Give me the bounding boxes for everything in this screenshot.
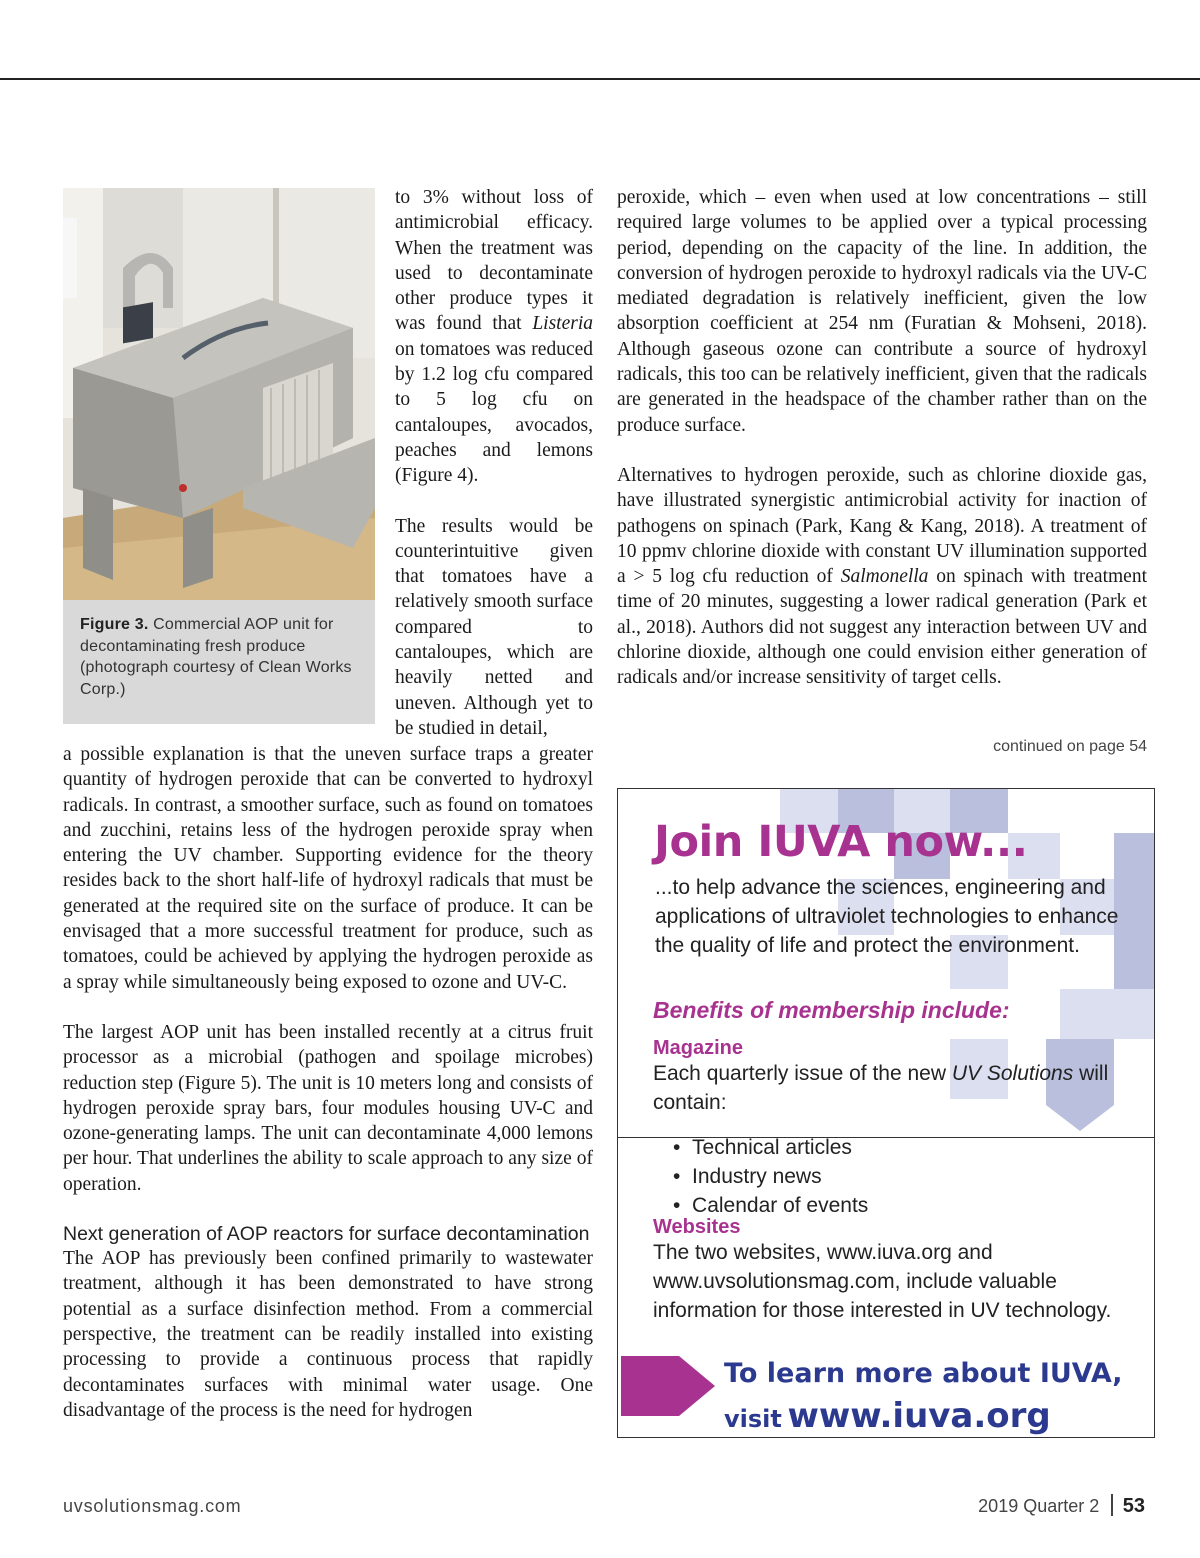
ad-bullet-2: • Industry news — [673, 1164, 822, 1188]
right-column — [617, 185, 1147, 691]
deco-square — [1114, 989, 1155, 1039]
ad-tagline: ...to help advance the sciences, engineering and applications of ultraviolet technologies to enhance the quality of life and protect the environment. — [655, 876, 1119, 957]
figure-caption-text: Commercial AOP unit for decontaminating fresh produce (photograph courtesy of Clean Works Corp.) — [80, 616, 352, 698]
footer-divider — [1111, 1494, 1113, 1516]
ad-magazine-text-b: will contain: — [653, 1062, 1109, 1114]
cta-visit-label: visit — [724, 1405, 782, 1433]
footer-page-number: 53 — [1122, 1495, 1145, 1517]
narrow-para-1-b: on tomatoes was reduced by 1.2 log cfu compared to 5 log cfu on cantaloupes, avocados, peaches and lemons (Figure 4). — [395, 338, 593, 487]
cta-line-2 — [724, 1396, 1051, 1436]
ad-benefits-heading: Benefits of membership include: — [653, 997, 1010, 1023]
right-para-1: peroxide, which – even when used at low concentrations – still required large volumes to be applied over a typical processing period, depending on the capacity of the line. In addition, the conversion of hydrogen peroxide to hydroxyl radicals via the UV-C mediated degradation is relatively inefficient, given the low absorption coefficient at 254 nm (Furatian & Mohseni, 2018). Although gaseous ozone can contribute a source of hydroxyl radicals, this too can be relatively inefficient, given that the radicals are generated in the headspace of the chamber rather than on the produce surface. — [617, 187, 1147, 436]
left-para-1: a possible explanation is that the uneven surface traps a greater quantity of hydrogen peroxide that can be converted to hydroxyl radicals. In contrast, a smoother surface, such as found on tomatoes and zucchini, retains less of the hydrogen peroxide spray when entering the UV chamber. Supporting evidence for the theory resides back to the short half-life of hydroxyl radicals that must be generated at the required site on the surface of produce. It can be envisaged that a more successful treatment for produce, such as tomatoes, could be achieved by applying the hydrogen peroxide as a spray while simultaneously being exposed to ozone and UV-C. — [63, 744, 593, 993]
ad-magazine-text-italic: UV Solutions — [951, 1062, 1074, 1085]
cta-arrow-icon — [621, 1356, 715, 1416]
figure-caption — [63, 600, 375, 724]
ad-websites-text: The two websites, www.iuva.org and www.uvsolutionsmag.com, include valuable information for those interested in UV technology. — [653, 1241, 1112, 1322]
ad-websites-heading: Websites — [653, 1216, 741, 1238]
narrow-para-1 — [395, 185, 593, 489]
ad-magazine-heading: Magazine — [653, 1037, 744, 1059]
ad-magazine-block — [653, 1037, 1133, 1118]
footer-site: uvsolutionsmag.com — [63, 1496, 242, 1516]
ad-bullet-3: • Calendar of events — [673, 1193, 869, 1217]
narrow-para-1-italic: Listeria — [532, 313, 593, 335]
narrow-para-1-a: to 3% without loss of antimicrobial efficacy. When the treatment was used to decontaminate other produce types it was found that — [395, 187, 593, 335]
cta-line-1: To learn more about IUVA, — [724, 1358, 1123, 1389]
right-para-2-b: on spinach with treatment time of 20 minutes, suggesting a lower radical generation (Park et al., 2018). Authors did not suggest any interaction between UV and chlorine dioxide, although one could envision either generation of radicals and/or increase sensitivity of target cells. — [617, 566, 1147, 689]
ad-bullet-2-text: Industry news — [692, 1164, 822, 1188]
aop-unit-photo — [63, 188, 375, 600]
ad-bullet-1: • Technical articles — [673, 1138, 852, 1159]
right-para-2 — [617, 463, 1147, 691]
ad-websites-block — [653, 1216, 1133, 1325]
continued-note: continued on page 54 — [993, 738, 1147, 755]
ad-magazine-text — [653, 1060, 1133, 1118]
right-para-2-italic: Salmonella — [840, 566, 929, 588]
narrow-column — [395, 185, 593, 741]
ad-bullet-list — [673, 1138, 1133, 1220]
ad-bullet-3-text: Calendar of events — [692, 1193, 869, 1217]
iuva-ad-bottom — [617, 1138, 1155, 1438]
ad-magazine-text-a: Each quarterly issue of the new — [653, 1062, 952, 1085]
section-subhead: Next generation of AOP reactors for surface decontamination — [63, 1223, 590, 1246]
header-rule — [0, 78, 1200, 80]
deco-square — [1060, 989, 1114, 1039]
left-column — [63, 742, 593, 1423]
narrow-para-2: The results would be counterintuitive given that tomatoes have a relatively smooth surface compared to cantaloupes, which are heavily netted and uneven. Although yet to be studied in detail, — [395, 515, 593, 739]
ad-title: Join IUVA now... — [654, 817, 1028, 867]
footer-folio — [978, 1494, 1145, 1518]
left-para-2: The largest AOP unit has been installed recently at a citrus fruit processor as a microbial (pathogen and spoilage microbes) reduction step (Figure 5). The unit is 10 meters long and consists of hydrogen peroxide spray bars, four modules housing UV-C and ozone-generating lamps. The unit can decontaminate 4,000 lemons per hour. That underlines the ability to scale approach to any size of operation. — [63, 1021, 593, 1195]
iuva-ad-top — [617, 788, 1155, 1138]
cta-url-link[interactable]: www.iuva.org — [787, 1396, 1051, 1436]
figure-3 — [63, 188, 375, 724]
figure-label: Figure 3. — [80, 616, 149, 633]
ad-bullet-1-text: Technical articles — [692, 1138, 852, 1159]
left-para-3: The AOP has previously been confined primarily to wastewater treatment, although it has been demonstrated to have strong potential as a surface disinfection method. From a commercial perspective, the treatment can be readily installed into existing processing to provide a continuous process that rapidly decontaminates surfaces with minimal water usage. One disadvantage of the process is the need for hydrogen — [63, 1248, 593, 1421]
right-para-2-a: Alternatives to hydrogen peroxide, such as chlorine dioxide gas, have illustrated synergistic antimicrobial activity for inaction of pathogens on spinach (Park, Kang & Kang, 2018). A treatment of 10 ppmv chlorine dioxide with constant UV illumination supported a > 5 log cfu reduction of — [617, 464, 1147, 588]
footer-issue: 2019 Quarter 2 — [978, 1496, 1100, 1516]
figure-photo — [63, 188, 375, 600]
